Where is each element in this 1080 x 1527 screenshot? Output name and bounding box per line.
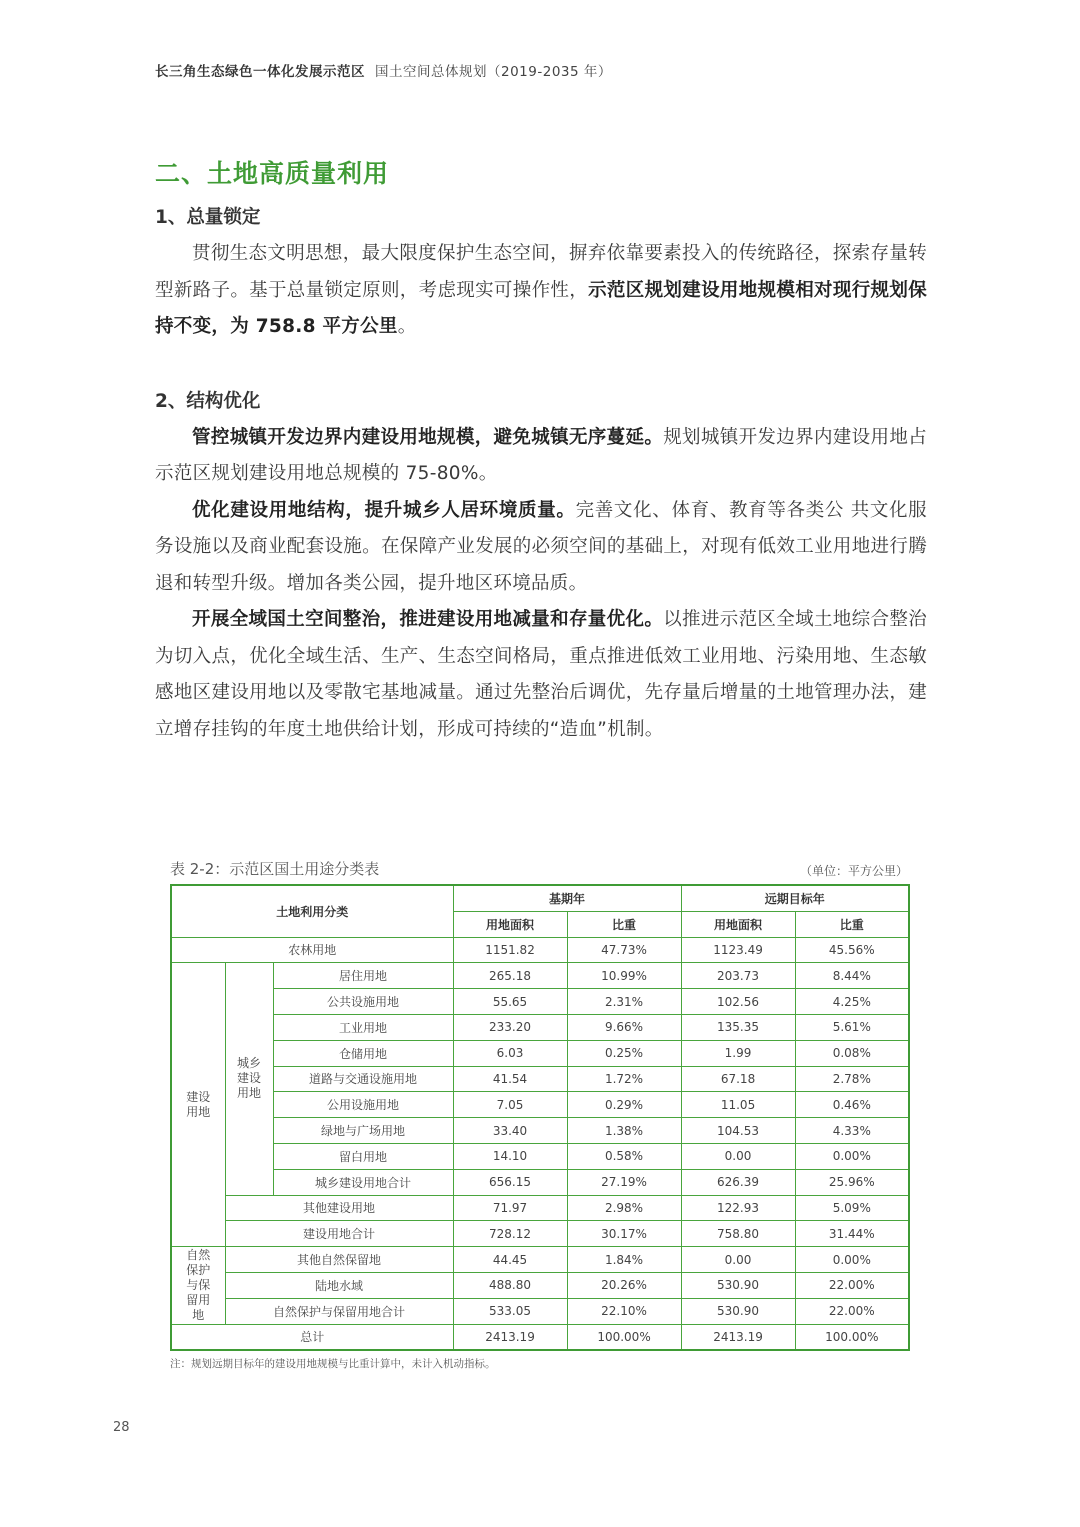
table-row: 城乡建设用地合计 656.15 27.19% 626.39 25.96% — [171, 1169, 909, 1195]
header-base-area: 用地面积 — [453, 911, 567, 937]
subsection-heading-2: 2、结构优化 — [155, 390, 261, 412]
group-urban-rural-land: 城乡建设用地 — [225, 963, 273, 1195]
table-row: 工业用地 233.20 9.66% 135.35 5.61% — [171, 1014, 909, 1040]
table-row: 建设用地合计 728.12 30.17% 758.80 31.44% — [171, 1221, 909, 1247]
table-row: 仓储用地 6.03 0.25% 1.99 0.08% — [171, 1040, 909, 1066]
section-title: 二、土地高质量利用 — [155, 159, 390, 188]
table-caption: 表 2-2：示范区国土用途分类表 — [170, 860, 380, 878]
table-row: 自然保护与保留用地 其他自然保留地 44.45 1.84% 0.00 0.00% — [171, 1247, 909, 1273]
paragraph-remediation: 开展全域国土空间整治，推进建设用地减量和存量优化。以推进示范区全域土地综合整治为切入点，优化全域生活、生产、生态空间格局，重点推进低效工业用地、污染用地、生态敏感地区建设用地以及零散宅基地减量。通过先整治后调优，先存量后增量的土地管理办法，建立增存挂钩的年度土地供给计划，形成可持续的“造血”机制。 — [155, 609, 927, 740]
paragraph-control: 管控城镇开发边界内建设用地规模，避免城镇无序蔓延。规划城镇开发边界内建设用地占示范区规划建设用地总规模的 75-80%。 — [155, 426, 927, 484]
table-row: 留白用地 14.10 0.58% 0.00 0.00% — [171, 1143, 909, 1169]
land-use-table — [170, 884, 910, 1351]
header-target-ratio: 比重 — [795, 911, 909, 937]
header-target-area: 用地面积 — [681, 911, 795, 937]
running-header — [155, 60, 612, 80]
table-row: 其他建设用地 71.97 2.98% 122.93 5.09% — [171, 1195, 909, 1221]
table-row: 农林用地 1151.82 47.73% 1123.49 45.56% — [171, 937, 909, 963]
header-base-year: 基期年 — [453, 885, 681, 911]
header-title: 长三角生态绿色一体化发展示范区 — [155, 64, 365, 80]
group-nature-reserve-land: 自然保护与保留用地 — [171, 1247, 225, 1324]
group-construction-land: 建设用地 — [171, 963, 225, 1247]
table-note: 注：规划远期目标年的建设用地规模与比重计算中，未计入机动指标。 — [170, 1358, 496, 1370]
subsection-heading-1: 1、总量锁定 — [155, 207, 261, 228]
page-number: 28 — [113, 1420, 130, 1435]
land-use-table-wrapper — [170, 884, 908, 1351]
table-row: 公共设施用地 55.65 2.31% 102.56 4.25% — [171, 989, 909, 1015]
header-base-ratio: 比重 — [567, 911, 681, 937]
paragraph-optimize: 优化建设用地结构，提升城乡人居环境质量。完善文化、体育、教育等各类公 共文化服务设施以及商业配套设施。在保障产业发展的必须空间的基础上，对现有低效工业用地进行腾退和转型升级。增加各类公园，提升地区环境品质。 — [155, 499, 927, 594]
header-land-class: 土地利用分类 — [171, 885, 453, 937]
table-row: 自然保护与保留用地合计 533.05 22.10% 530.90 22.00% — [171, 1298, 909, 1324]
table-row: 绿地与广场用地 33.40 1.38% 104.53 4.33% — [171, 1118, 909, 1144]
header-target-year: 远期目标年 — [681, 885, 909, 911]
header-subtitle: 国土空间总体规划（2019-2035 年） — [375, 64, 612, 80]
table-row: 道路与交通设施用地 41.54 1.72% 67.18 2.78% — [171, 1066, 909, 1092]
body-content — [155, 200, 927, 748]
table-row: 公用设施用地 7.05 0.29% 11.05 0.46% — [171, 1092, 909, 1118]
table-unit: （单位：平方公里） — [799, 864, 908, 878]
table-row-total: 总计 2413.19 100.00% 2413.19 100.00% — [171, 1324, 909, 1350]
table-row: 陆地水域 488.80 20.26% 530.90 22.00% — [171, 1272, 909, 1298]
table-row: 建设用地 城乡建设用地 居住用地 265.18 10.99% 203.73 8.44% — [171, 963, 909, 989]
paragraph-total-lock: 贯彻生态文明思想，最大限度保护生态空间，摒弃依靠要素投入的传统路径，探索存量转型新路子。基于总量锁定原则，考虑现实可操作性，示范区规划建设用地规模相对现行规划保持不变，为 758.8 平方公里。 — [155, 243, 928, 337]
